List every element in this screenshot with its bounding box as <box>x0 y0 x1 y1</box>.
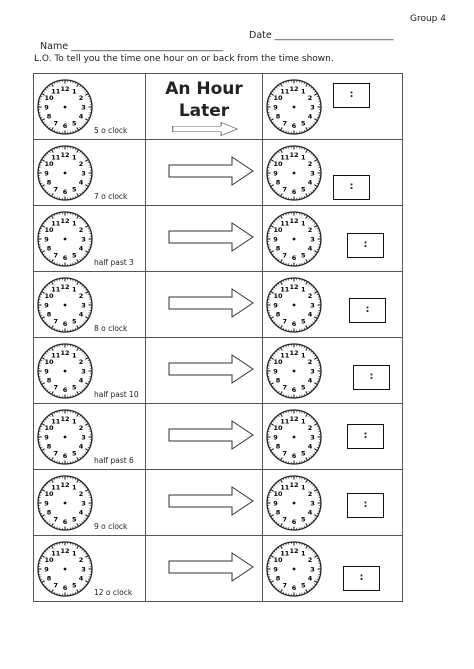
clock-center <box>64 304 67 307</box>
table-row <box>34 536 403 602</box>
clock-number: 11 <box>51 549 61 558</box>
clock-number: 1 <box>71 219 77 228</box>
clock-number: 6 <box>62 253 68 262</box>
clock-number: 1 <box>300 219 306 228</box>
clock-icon <box>35 143 95 203</box>
start-time-cell <box>34 74 146 140</box>
clock-number: 8 <box>275 376 281 385</box>
clock-center <box>293 304 296 307</box>
clock-number: 8 <box>46 112 52 121</box>
clock-icon <box>35 407 95 467</box>
clock-number: 5 <box>71 581 77 590</box>
clock-number: 7 <box>282 185 288 194</box>
clock-number: 8 <box>46 178 52 187</box>
answer-cell <box>263 338 403 404</box>
clock-number: 9 <box>44 565 49 574</box>
arrow-right-icon <box>168 156 254 186</box>
clock-number: 3 <box>81 301 86 310</box>
clock-number: 2 <box>307 358 313 367</box>
clock-icon <box>264 539 324 599</box>
clock-number: 6 <box>291 187 297 196</box>
clock-number: 5 <box>300 317 306 326</box>
clock-number: 2 <box>307 490 313 499</box>
clock-center <box>64 106 67 109</box>
clock-number: 2 <box>307 226 313 235</box>
clock-number: 1 <box>300 483 306 492</box>
start-time-cell <box>34 338 146 404</box>
clock-number: 6 <box>62 121 68 130</box>
learning-objective: L.O. To tell you the time one hour on or back from the time shown. <box>34 54 334 64</box>
clock-icon <box>264 77 324 137</box>
clock-number: 12 <box>60 546 70 555</box>
clock-number: 5 <box>300 581 306 590</box>
clock-icon <box>264 407 324 467</box>
clock-number: 3 <box>81 235 86 244</box>
clock-number: 10 <box>273 292 283 301</box>
clock-number: 1 <box>300 549 306 558</box>
clock-number: 6 <box>291 517 297 526</box>
arrow-cell <box>146 140 263 206</box>
clock-number: 10 <box>273 160 283 169</box>
clock-number: 12 <box>289 480 299 489</box>
clock-number: 7 <box>282 449 288 458</box>
clock-number: 1 <box>300 87 306 96</box>
clock-number: 5 <box>300 119 306 128</box>
clock-number: 9 <box>273 433 278 442</box>
clock-number: 12 <box>60 480 70 489</box>
clock-number: 11 <box>280 219 290 228</box>
clock-icon <box>264 143 324 203</box>
clock-number: 7 <box>53 515 59 524</box>
clock-number: 7 <box>53 383 59 392</box>
group-label: Group 4 <box>410 14 446 24</box>
clock-number: 9 <box>44 103 49 112</box>
digital-time-box[interactable]: : <box>343 566 380 591</box>
clock-number: 1 <box>71 153 77 162</box>
clock-number: 2 <box>78 358 84 367</box>
time-label: half past 3 <box>94 258 134 267</box>
arrow-cell <box>146 536 263 602</box>
digital-time-box[interactable]: : <box>333 175 370 200</box>
answer-cell <box>263 206 403 272</box>
clock-number: 8 <box>46 442 52 451</box>
clock-number: 5 <box>300 251 306 260</box>
clock-number: 7 <box>53 317 59 326</box>
table-row <box>34 470 403 536</box>
clock-icon <box>264 275 324 335</box>
clock-number: 10 <box>273 424 283 433</box>
clock-number: 11 <box>280 285 290 294</box>
arrow-right-icon <box>172 122 238 136</box>
clock-number: 12 <box>60 282 70 291</box>
clock-number: 8 <box>275 244 281 253</box>
clock-number: 2 <box>78 160 84 169</box>
time-label: 12 o clock <box>94 588 133 597</box>
clock-number: 4 <box>307 376 313 385</box>
clock-number: 11 <box>280 153 290 162</box>
clock-number: 10 <box>44 556 54 565</box>
clock-number: 6 <box>291 451 297 460</box>
clock-number: 1 <box>71 87 77 96</box>
clock-number: 12 <box>60 348 70 357</box>
table-row <box>34 338 403 404</box>
clock-number: 8 <box>46 310 52 319</box>
clock-number: 6 <box>62 517 68 526</box>
clock-number: 5 <box>71 119 77 128</box>
clock-number: 2 <box>78 490 84 499</box>
clock-number: 12 <box>289 348 299 357</box>
clock-number: 9 <box>273 499 278 508</box>
clock-number: 7 <box>53 581 59 590</box>
clock-number: 3 <box>310 235 315 244</box>
digital-time-box[interactable]: : <box>349 298 386 323</box>
clock-number: 8 <box>46 244 52 253</box>
answer-cell <box>263 470 403 536</box>
clock-number: 3 <box>81 499 86 508</box>
arrow-right-icon <box>168 222 254 252</box>
title-line-2: Later <box>178 101 230 121</box>
arrow-cell <box>146 404 263 470</box>
clock-number: 2 <box>307 94 313 103</box>
clock-center <box>293 172 296 175</box>
clock-number: 4 <box>78 376 84 385</box>
answer-cell <box>263 140 403 206</box>
arrow-right-icon <box>168 552 254 582</box>
clock-number: 1 <box>71 483 77 492</box>
clock-number: 4 <box>307 442 313 451</box>
name-field[interactable]: Name ________________________________ <box>40 41 224 52</box>
start-time-cell <box>34 404 146 470</box>
clock-number: 3 <box>81 169 86 178</box>
clock-center <box>293 370 296 373</box>
clock-number: 5 <box>71 185 77 194</box>
clock-number: 3 <box>310 301 315 310</box>
clock-number: 9 <box>44 367 49 376</box>
clock-number: 6 <box>62 451 68 460</box>
clock-number: 7 <box>53 251 59 260</box>
arrow-right-icon <box>168 354 254 384</box>
clock-center <box>293 436 296 439</box>
digital-time-box[interactable]: : <box>347 493 384 518</box>
clock-number: 5 <box>300 383 306 392</box>
clock-number: 12 <box>60 216 70 225</box>
clock-number: 6 <box>62 385 68 394</box>
clock-center <box>64 172 67 175</box>
clock-number: 4 <box>307 310 313 319</box>
clock-number: 4 <box>78 310 84 319</box>
clock-number: 8 <box>275 112 281 121</box>
clock-number: 8 <box>275 508 281 517</box>
clock-number: 2 <box>307 160 313 169</box>
table-row <box>34 74 403 140</box>
clock-number: 10 <box>44 226 54 235</box>
clock-number: 5 <box>71 383 77 392</box>
clock-number: 3 <box>81 565 86 574</box>
clock-number: 5 <box>71 317 77 326</box>
clock-number: 7 <box>53 119 59 128</box>
clock-number: 1 <box>300 153 306 162</box>
clock-number: 9 <box>273 565 278 574</box>
clock-number: 4 <box>307 574 313 583</box>
clock-icon <box>35 209 95 269</box>
clock-number: 3 <box>310 103 315 112</box>
digital-time-box[interactable]: : <box>347 233 384 258</box>
clock-number: 8 <box>46 574 52 583</box>
clock-number: 4 <box>78 112 84 121</box>
clock-number: 6 <box>291 253 297 262</box>
arrow-cell <box>146 272 263 338</box>
clock-number: 7 <box>282 383 288 392</box>
clock-number: 10 <box>273 556 283 565</box>
start-time-cell <box>34 140 146 206</box>
clock-center <box>64 502 67 505</box>
clock-number: 6 <box>291 583 297 592</box>
clock-number: 8 <box>275 310 281 319</box>
clock-number: 12 <box>289 84 299 93</box>
clock-number: 5 <box>71 449 77 458</box>
clock-center <box>293 106 296 109</box>
clock-number: 4 <box>307 112 313 121</box>
clock-icon <box>264 473 324 533</box>
start-time-cell <box>34 470 146 536</box>
clock-center <box>64 370 67 373</box>
clock-number: 7 <box>282 119 288 128</box>
clock-number: 12 <box>289 414 299 423</box>
clock-number: 2 <box>78 292 84 301</box>
clock-center <box>64 568 67 571</box>
clock-number: 4 <box>78 442 84 451</box>
clock-icon <box>264 341 324 401</box>
arrow-cell <box>146 338 263 404</box>
answer-cell <box>263 536 403 602</box>
clock-number: 3 <box>81 367 86 376</box>
clock-number: 3 <box>310 433 315 442</box>
worksheet-table <box>33 73 403 602</box>
clock-number: 3 <box>81 433 86 442</box>
start-time-cell <box>34 536 146 602</box>
clock-number: 10 <box>273 226 283 235</box>
clock-icon <box>35 539 95 599</box>
answer-cell <box>263 74 403 140</box>
clock-number: 9 <box>44 235 49 244</box>
clock-number: 3 <box>310 499 315 508</box>
clock-center <box>293 238 296 241</box>
clock-number: 6 <box>291 385 297 394</box>
clock-number: 1 <box>71 549 77 558</box>
clock-number: 2 <box>78 94 84 103</box>
clock-number: 4 <box>307 244 313 253</box>
clock-number: 5 <box>71 251 77 260</box>
clock-number: 6 <box>62 583 68 592</box>
clock-number: 9 <box>273 169 278 178</box>
clock-number: 10 <box>44 292 54 301</box>
clock-center <box>293 568 296 571</box>
clock-number: 8 <box>275 442 281 451</box>
clock-number: 11 <box>51 483 61 492</box>
clock-number: 4 <box>78 508 84 517</box>
clock-number: 6 <box>291 121 297 130</box>
clock-number: 4 <box>307 178 313 187</box>
time-label: 8 o clock <box>94 324 128 333</box>
clock-number: 11 <box>280 87 290 96</box>
clock-number: 9 <box>273 103 278 112</box>
clock-number: 12 <box>289 150 299 159</box>
clock-number: 6 <box>62 319 68 328</box>
clock-number: 2 <box>78 556 84 565</box>
clock-number: 11 <box>51 417 61 426</box>
clock-number: 9 <box>44 301 49 310</box>
time-label: half past 10 <box>94 390 139 399</box>
clock-number: 7 <box>282 515 288 524</box>
clock-number: 9 <box>44 499 49 508</box>
start-time-cell <box>34 272 146 338</box>
clock-number: 1 <box>71 351 77 360</box>
clock-number: 10 <box>44 358 54 367</box>
clock-number: 9 <box>44 169 49 178</box>
answer-cell <box>263 272 403 338</box>
clock-number: 12 <box>289 216 299 225</box>
clock-number: 8 <box>46 376 52 385</box>
clock-number: 11 <box>280 549 290 558</box>
clock-number: 4 <box>78 574 84 583</box>
clock-number: 2 <box>307 424 313 433</box>
date-field[interactable]: Date _________________________ <box>249 30 394 41</box>
arrow-right-icon <box>168 288 254 318</box>
clock-number: 11 <box>280 417 290 426</box>
clock-number: 10 <box>273 94 283 103</box>
clock-number: 11 <box>51 285 61 294</box>
clock-number: 12 <box>60 414 70 423</box>
clock-number: 3 <box>310 565 315 574</box>
table-row <box>34 404 403 470</box>
clock-number: 7 <box>53 449 59 458</box>
clock-number: 10 <box>273 358 283 367</box>
arrow-cell <box>146 206 263 272</box>
clock-number: 1 <box>300 285 306 294</box>
clock-number: 9 <box>273 367 278 376</box>
table-row <box>34 140 403 206</box>
clock-number: 12 <box>289 282 299 291</box>
clock-number: 6 <box>62 187 68 196</box>
digital-time-box[interactable]: : <box>353 365 390 390</box>
clock-number: 4 <box>78 244 84 253</box>
clock-number: 12 <box>289 546 299 555</box>
clock-number: 2 <box>78 226 84 235</box>
table-row <box>34 272 403 338</box>
clock-number: 1 <box>300 417 306 426</box>
arrow-cell <box>146 74 263 140</box>
clock-icon <box>35 341 95 401</box>
clock-number: 9 <box>273 301 278 310</box>
clock-number: 11 <box>51 87 61 96</box>
clock-number: 1 <box>71 417 77 426</box>
clock-number: 5 <box>71 515 77 524</box>
answer-cell <box>263 404 403 470</box>
clock-number: 10 <box>44 160 54 169</box>
arrow-right-icon <box>168 420 254 450</box>
clock-number: 8 <box>275 574 281 583</box>
clock-icon <box>35 275 95 335</box>
clock-icon <box>35 77 95 137</box>
clock-number: 8 <box>275 178 281 187</box>
time-label: 9 o clock <box>94 522 128 531</box>
clock-number: 3 <box>310 169 315 178</box>
clock-number: 11 <box>280 351 290 360</box>
clock-number: 11 <box>280 483 290 492</box>
clock-number: 3 <box>310 367 315 376</box>
clock-number: 3 <box>81 103 86 112</box>
time-label: 7 o clock <box>94 192 128 201</box>
clock-number: 10 <box>273 490 283 499</box>
clock-number: 7 <box>282 251 288 260</box>
clock-number: 5 <box>300 449 306 458</box>
clock-center <box>64 238 67 241</box>
arrow-right-icon <box>168 486 254 516</box>
start-time-cell <box>34 206 146 272</box>
clock-number: 12 <box>60 84 70 93</box>
clock-icon <box>264 209 324 269</box>
clock-number: 2 <box>307 556 313 565</box>
clock-number: 1 <box>71 285 77 294</box>
table-row <box>34 206 403 272</box>
clock-number: 4 <box>78 178 84 187</box>
clock-number: 9 <box>273 235 278 244</box>
clock-number: 8 <box>46 508 52 517</box>
arrow-cell <box>146 470 263 536</box>
time-label: half past 6 <box>94 456 134 465</box>
clock-number: 11 <box>51 219 61 228</box>
clock-number: 12 <box>60 150 70 159</box>
clock-center <box>64 436 67 439</box>
clock-number: 9 <box>44 433 49 442</box>
clock-number: 11 <box>51 351 61 360</box>
clock-number: 10 <box>44 490 54 499</box>
title-line-1: An Hour <box>165 79 243 99</box>
clock-number: 10 <box>44 424 54 433</box>
digital-time-box[interactable]: : <box>333 83 370 108</box>
clock-number: 7 <box>53 185 59 194</box>
clock-number: 4 <box>307 508 313 517</box>
digital-time-box[interactable]: : <box>347 424 384 449</box>
clock-center <box>293 502 296 505</box>
clock-number: 2 <box>78 424 84 433</box>
clock-number: 10 <box>44 94 54 103</box>
clock-number: 5 <box>300 515 306 524</box>
clock-number: 7 <box>282 581 288 590</box>
clock-number: 5 <box>300 185 306 194</box>
clock-number: 6 <box>291 319 297 328</box>
clock-number: 2 <box>307 292 313 301</box>
time-label: 5 o clock <box>94 126 128 135</box>
clock-number: 11 <box>51 153 61 162</box>
clock-icon <box>35 473 95 533</box>
clock-number: 7 <box>282 317 288 326</box>
clock-number: 1 <box>300 351 306 360</box>
